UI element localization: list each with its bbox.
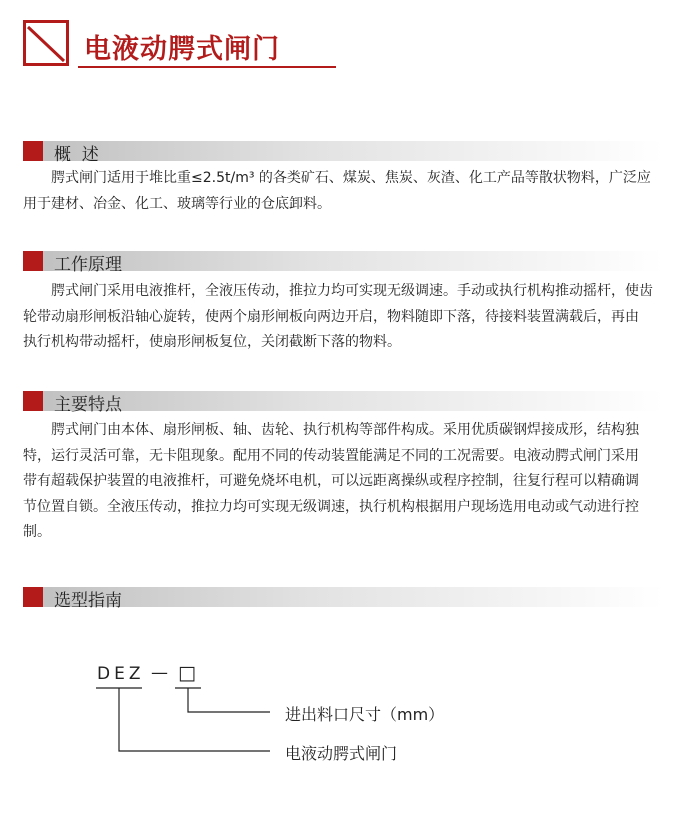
- section-title: 选型指南: [54, 591, 122, 611]
- model-dash: —: [151, 663, 168, 683]
- paragraph-line: 执行机构带动摇杆，使扇形闸板复位，关闭截断下落的物料。: [23, 334, 401, 350]
- section-title: 工作原理: [54, 255, 122, 275]
- paragraph-line: 带有超载保护装置的电液推杆，可避免烧坏电机，可以远距离操纵或程序控制，往复行程可以精确调: [23, 473, 639, 489]
- paragraph-line: 腭式闸门适用于堆比重≤2.5t/m³ 的各类矿石、煤炭、焦炭、灰渣、化工产品等散状物料，广泛应: [23, 170, 651, 186]
- paragraph-line: 节位置自锁。全液压传动，推拉力均可实现无级调速，执行机构根据用户现场选用电动或气动进行控: [23, 498, 639, 515]
- size-box-glyph: □: [178, 662, 196, 684]
- paragraph-line: 用于建材、冶金、化工、玻璃等行业的仓底卸料。: [23, 195, 331, 212]
- paragraph-line: 腭式闸门采用电液推杆，全液压传动，推拉力均可实现无级调速。手动或执行机构推动摇杆，使齿: [23, 283, 653, 299]
- section-title: 概 述: [54, 145, 99, 165]
- type-label: 电液动腭式闸门: [285, 744, 398, 763]
- page-title: 电液动腭式闸门: [84, 34, 280, 65]
- paragraph-line: 腭式闸门由本体、扇形闸板、轴、齿轮、执行机构等部件构成。采用优质碳钢焊接成形，结构独: [23, 422, 639, 438]
- section-title: 主要特点: [54, 395, 122, 415]
- paragraph-line: 轮带动扇形闸板沿轴心旋转，使两个扇形闸板向两边开启，物料随即下落，待接料装置满载后，再由: [23, 308, 639, 325]
- model-code: DEZ: [97, 664, 145, 684]
- paragraph-line: 特，运行灵活可靠，无卡阻现象。配用不同的传动装置能满足不同的工况需要。电液动腭式闸门采用: [23, 447, 639, 464]
- size-label: 进出料口尺寸（mm）: [285, 705, 445, 724]
- paragraph-line: 制。: [23, 524, 51, 540]
